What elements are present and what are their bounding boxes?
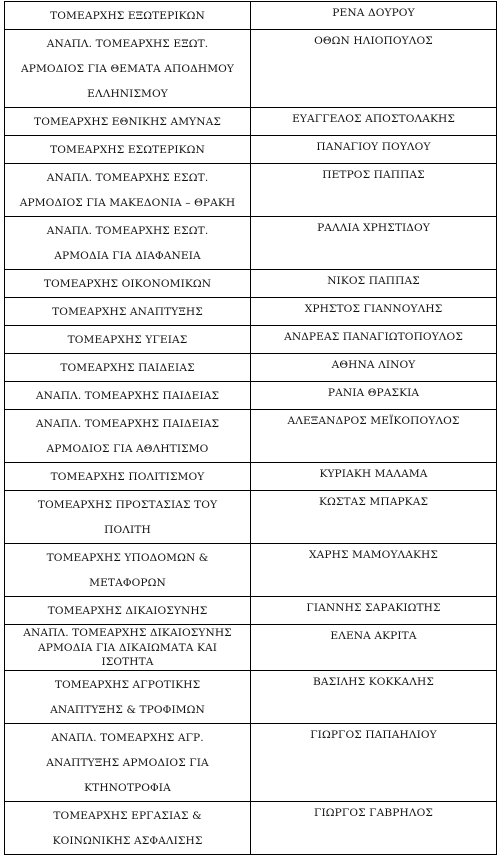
role-line: ΑΝΑΠΤΥΞΗΣ ΑΡΜΟΔΙΟΣ ΓΙΑ xyxy=(46,756,209,769)
name-cell xyxy=(251,136,497,164)
person-name: ΡΑΝΙΑ ΘΡΑΣΚΙΑ xyxy=(327,387,420,399)
role-cell xyxy=(5,625,251,671)
table-row xyxy=(5,164,497,217)
role-cell xyxy=(5,463,251,491)
role-line: ΑΝΑΠΛ. ΤΟΜΕΑΡΧΗΣ ΕΣΩΤ. xyxy=(46,172,209,184)
role-cell xyxy=(5,2,251,30)
role-line: ΤΟΜΕΑΡΧΗΣ ΔΙΚΑΙΟΣΥΝΗΣ xyxy=(47,605,208,617)
role-cell xyxy=(5,164,251,217)
role-line: ΤΟΜΕΑΡΧΗΣ ΕΡΓΑΣΙΑΣ & xyxy=(53,809,202,822)
role-line: ΤΟΜΕΑΡΧΗΣ ΥΠΟΔΟΜΩΝ & xyxy=(46,552,209,564)
role-line: ΑΡΜΟΔΙΑ ΓΙΑ ΔΙΚΑΙΩΜΑΤΑ ΚΑΙ xyxy=(37,641,218,654)
name-cell xyxy=(251,164,497,217)
role-cell xyxy=(5,544,251,597)
role-cell xyxy=(5,30,251,108)
role-line: ΑΝΑΠΤΥΞΗΣ & ΤΡΟΦΙΜΩΝ xyxy=(50,703,205,716)
table-row xyxy=(5,136,497,164)
person-name: ΕΛΕΝΑ ΑΚΡΙΤΑ xyxy=(330,630,417,642)
role-line: ΜΕΤΑΦΟΡΩΝ xyxy=(89,577,166,589)
role-line: ΑΝΑΠΛ. ΤΟΜΕΑΡΧΗΣ ΕΣΩΤ. xyxy=(46,225,209,237)
role-line: ΤΟΜΕΑΡΧΗΣ ΥΓΕΙΑΣ xyxy=(67,334,188,346)
role-cell xyxy=(5,298,251,326)
table-row xyxy=(5,108,497,136)
role-line: ΑΡΜΟΔΙΟΣ ΓΙΑ ΘΕΜΑΤΑ ΑΠΟΔΗΜΟΥ xyxy=(20,63,235,75)
role-line: ΑΡΜΟΔΙΑ ΓΙΑ ΔΙΑΦΑΝΕΙΑ xyxy=(54,250,201,262)
role-line: ΤΟΜΕΑΡΧΗΣ ΕΞΩΤΕΡΙΚΩΝ xyxy=(50,10,205,22)
role-line: ΤΟΜΕΑΡΧΗΣ ΑΓΡΟΤΙΚΗΣ xyxy=(54,678,201,691)
person-name: ΑΝΔΡΕΑΣ ΠΑΝΑΓΙΩΤΟΠΟΥΛΟΣ xyxy=(284,331,463,343)
person-name: ΝΙΚΟΣ ΠΑΠΠΑΣ xyxy=(327,275,420,287)
role-cell xyxy=(5,597,251,625)
name-cell xyxy=(251,30,497,108)
table-row xyxy=(5,597,497,625)
table-row xyxy=(5,354,497,382)
table-row xyxy=(5,410,497,463)
table-row xyxy=(5,217,497,270)
person-name: ΓΙΑΝΝΗΣ ΣΑΡΑΚΙΩΤΗΣ xyxy=(306,602,441,614)
person-name: ΕΥΑΓΓΕΛΟΣ ΑΠΟΣΤΟΛΑΚΗΣ xyxy=(292,113,455,125)
name-cell xyxy=(251,670,497,723)
person-name: ΒΑΣΙΛΗΣ ΚΟΚΚΑΛΗΣ xyxy=(313,675,434,688)
role-line: ΤΟΜΕΑΡΧΗΣ ΑΝΑΠΤΥΞΗΣ xyxy=(52,306,203,318)
table-row xyxy=(5,625,497,671)
role-line: ΚΤΗΝΟΤΡΟΦΙΑ xyxy=(84,781,171,794)
name-cell xyxy=(251,326,497,354)
table-row xyxy=(5,491,497,544)
person-name: ΧΡΗΣΤΟΣ ΓΙΑΝΝΟΥΛΗΣ xyxy=(304,303,443,315)
name-cell xyxy=(251,801,497,854)
table-row xyxy=(5,298,497,326)
name-cell xyxy=(251,463,497,491)
person-name: ΑΘΗΝΑ ΛΙΝΟΥ xyxy=(331,359,416,371)
person-name: ΚΩΣΤΑΣ ΜΠΑΡΚΑΣ xyxy=(318,496,429,508)
role-line: ΑΡΜΟΔΙΟΣ ΓΙΑ ΜΑΚΕΔΟΝΙΑ – ΘΡΑΚΗ xyxy=(19,197,236,209)
role-line: ΤΟΜΕΑΡΧΗΣ ΠΑΙΔΕΙΑΣ xyxy=(60,362,195,374)
role-line: ΤΟΜΕΑΡΧΗΣ ΠΡΟΣΤΑΣΙΑΣ ΤΟΥ xyxy=(37,499,218,511)
person-name: ΠΕΤΡΟΣ ΠΑΠΠΑΣ xyxy=(322,169,425,181)
role-line: ΑΝΑΠΛ. ΤΟΜΕΑΡΧΗΣ ΠΑΙΔΕΙΑΣ xyxy=(35,390,220,402)
name-cell xyxy=(251,2,497,30)
person-name: ΡΑΛΛΙΑ ΧΡΗΣΤΙΔΟΥ xyxy=(317,222,430,234)
person-name: ΧΑΡΗΣ ΜΑΜΟΥΛΑΚΗΣ xyxy=(309,549,438,561)
name-cell xyxy=(251,625,497,671)
table-row xyxy=(5,801,497,854)
table-row xyxy=(5,463,497,491)
table-row xyxy=(5,270,497,298)
person-name: ΟΘΩΝ ΗΛΙΟΠΟΥΛΟΣ xyxy=(314,35,433,47)
role-line: ΤΟΜΕΑΡΧΗΣ ΟΙΚΟΝΟΜΙΚΩΝ xyxy=(43,278,212,290)
name-cell xyxy=(251,382,497,410)
name-cell xyxy=(251,491,497,544)
role-cell xyxy=(5,108,251,136)
table-row xyxy=(5,2,497,30)
role-cell xyxy=(5,723,251,801)
role-cell xyxy=(5,136,251,164)
name-cell xyxy=(251,217,497,270)
role-line: ΠΟΛΙΤΗ xyxy=(104,524,151,536)
portfolio-table xyxy=(4,1,497,855)
role-cell xyxy=(5,801,251,854)
person-name: ΠΑΝΑΓΙΟΥ ΠΟΥΛΟΥ xyxy=(316,141,431,153)
name-cell xyxy=(251,108,497,136)
person-name: ΚΥΡΙΑΚΗ ΜΑΛΑΜΑ xyxy=(319,468,428,480)
person-name: ΑΛΕΞΑΝΔΡΟΣ ΜΕΪΚΟΠΟΥΛΟΣ xyxy=(287,415,460,427)
role-cell xyxy=(5,270,251,298)
role-line: ΑΝΑΠΛ. ΤΟΜΕΑΡΧΗΣ ΠΑΙΔΕΙΑΣ xyxy=(35,418,220,430)
name-cell xyxy=(251,723,497,801)
role-line: ΑΝΑΠΛ. ΤΟΜΕΑΡΧΗΣ ΔΙΚΑΙΟΣΥΝΗΣ xyxy=(23,627,232,639)
role-cell xyxy=(5,382,251,410)
person-name: ΓΙΩΡΓΟΣ ΠΑΠΑΗΛΙΟΥ xyxy=(310,728,437,741)
table-row xyxy=(5,544,497,597)
role-line: ΤΟΜΕΑΡΧΗΣ ΠΟΛΙΤΙΣΜΟΥ xyxy=(50,471,205,483)
role-cell xyxy=(5,354,251,382)
person-name: ΡΕΝΑ ΔΟΥΡΟΥ xyxy=(332,7,415,19)
role-cell xyxy=(5,491,251,544)
role-line: ΚΟΙΝΩΝΙΚΗΣ ΑΣΦΑΛΙΣΗΣ xyxy=(52,834,203,847)
name-cell xyxy=(251,544,497,597)
role-line: ΤΟΜΕΑΡΧΗΣ ΕΘΝΙΚΗΣ ΑΜΥΝΑΣ xyxy=(34,116,221,128)
role-line: ΤΟΜΕΑΡΧΗΣ ΕΣΩΤΕΡΙΚΩΝ xyxy=(50,144,205,156)
role-line: ΑΝΑΠΛ. ΤΟΜΕΑΡΧΗΣ ΑΓΡ. xyxy=(51,731,204,744)
name-cell xyxy=(251,298,497,326)
name-cell xyxy=(251,354,497,382)
role-line: ΑΝΑΠΛ. ΤΟΜΕΑΡΧΗΣ ΕΞΩΤ. xyxy=(46,38,209,50)
name-cell xyxy=(251,410,497,463)
table-row xyxy=(5,723,497,801)
name-cell xyxy=(251,270,497,298)
table-row xyxy=(5,382,497,410)
role-line: ΙΣΟΤΗΤΑ xyxy=(101,656,154,668)
table-row xyxy=(5,670,497,723)
role-line: ΑΡΜΟΔΙΟΣ ΓΙΑ ΑΘΛΗΤΙΣΜΟ xyxy=(46,443,209,455)
role-cell xyxy=(5,217,251,270)
role-cell xyxy=(5,410,251,463)
table-row xyxy=(5,326,497,354)
role-cell xyxy=(5,326,251,354)
table-row xyxy=(5,30,497,108)
name-cell xyxy=(251,597,497,625)
table-body xyxy=(5,2,497,855)
role-cell xyxy=(5,670,251,723)
role-line: ΕΛΛΗΝΙΣΜΟΥ xyxy=(87,88,168,100)
person-name: ΓΙΩΡΓΟΣ ΓΑΒΡΗΛΟΣ xyxy=(314,806,433,819)
